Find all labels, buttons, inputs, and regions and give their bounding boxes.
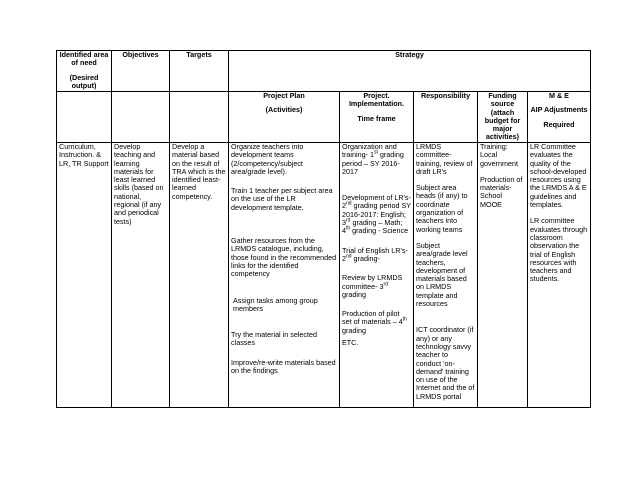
responsibility-item: Subject area/grade level teachers, development of materials based on LRMDS template and resources: [416, 240, 468, 309]
cell-me: [528, 143, 591, 408]
aip-label: AIP Adjustments: [530, 105, 588, 115]
subheader-row: [57, 92, 591, 143]
impl-item: Organization and training- 1st grading period – SY 2016-2017: [342, 142, 404, 176]
plan-item: Assign tasks among group members: [233, 295, 318, 313]
plan-item: Organize teachers into development teams (2/competency/subject area/grade level).: [231, 142, 304, 176]
content-row: [57, 143, 591, 408]
impl-item: ETC.: [342, 338, 359, 348]
subheader-project-plan: [229, 92, 340, 143]
cell-responsibility: [414, 143, 478, 408]
subheader-funding: Funding source (attach budget for major activities): [478, 92, 528, 143]
header-area-label: Identified area of need: [59, 50, 109, 68]
me-item: LR committee evaluates through classroom observation the trial of English resources with teachers and students.: [530, 216, 588, 284]
plan-item: Try the material in selected classes: [231, 330, 318, 348]
header-objectives: Objectives: [112, 51, 170, 92]
responsibility-item: Subject area heads (if any) to coordinate organization of teachers into working teams: [416, 183, 468, 234]
impl-item: Trial of English LR's- 2nd grading-: [342, 245, 408, 263]
project-plan-label: Project Plan: [263, 91, 305, 100]
cell-implementation: [340, 143, 414, 408]
subheader-me: [528, 92, 591, 143]
required-label: Required: [543, 119, 575, 129]
me-label: M & E: [549, 91, 569, 100]
header-row: [57, 51, 591, 92]
plan-item: Improve/re-write materials based on the findings: [231, 357, 336, 376]
cell-project-plan: [229, 143, 340, 408]
me-item: LR Committee evaluates the quality of the school-developed resources using the LRMDS A & E guidelines and templates.: [530, 142, 587, 210]
activities-label: (Activities): [265, 105, 303, 115]
impl-item: Development of LR's- 2nd grading period SY 2016-2017: English; 3rd grading – Math; 4th grading - Science: [342, 193, 411, 236]
responsibility-item: ICT coordinator (if any) or any technology savvy teacher to conduct 'on-demand' training on use of the Internet and the of LRMDS portal: [416, 325, 475, 401]
subheader-empty-3: [170, 92, 229, 143]
header-area: [57, 51, 112, 92]
plan-item: Gather resources from the LRMDS catalogue, including, those found in the recommended links for the identified competency: [231, 236, 337, 279]
cell-funding: [478, 143, 528, 408]
funding-item: Training: Local government: [480, 142, 518, 168]
header-strategy: Strategy: [229, 51, 591, 92]
cell-objectives: Develop teaching and learning materials for least learned skills (based on national, regional (if any and periodical tests): [112, 143, 170, 408]
subheader-implementation: [340, 92, 414, 143]
cell-area: Curriculum, Instruction. & LR, TR Support: [57, 143, 112, 408]
subheader-empty-2: [112, 92, 170, 143]
header-targets: Targets: [170, 51, 229, 92]
cell-targets: Develop a material based on the result of TRA which is the identified least-learned competency.: [170, 143, 229, 408]
subheader-empty-1: [57, 92, 112, 143]
impl-item: Review by LRMDS committee- 3rd grading: [342, 273, 403, 299]
header-area-sub: (Desired output): [69, 72, 99, 90]
implementation-label: Project. Implementation.: [348, 91, 405, 109]
responsibility-item: LRMDS committee- training, review of draft LR's: [416, 142, 473, 176]
strategy-table: [56, 50, 591, 408]
funding-item: Production of materials- School MOOE: [480, 174, 523, 209]
subheader-responsibility: Responsibility: [414, 92, 478, 143]
impl-item: Production of pilot set of materials – 4th grading: [342, 309, 407, 335]
time-frame-label: Time frame: [357, 113, 396, 123]
plan-item: Train 1 teacher per subject area on the use of the LR development template.: [231, 186, 333, 212]
